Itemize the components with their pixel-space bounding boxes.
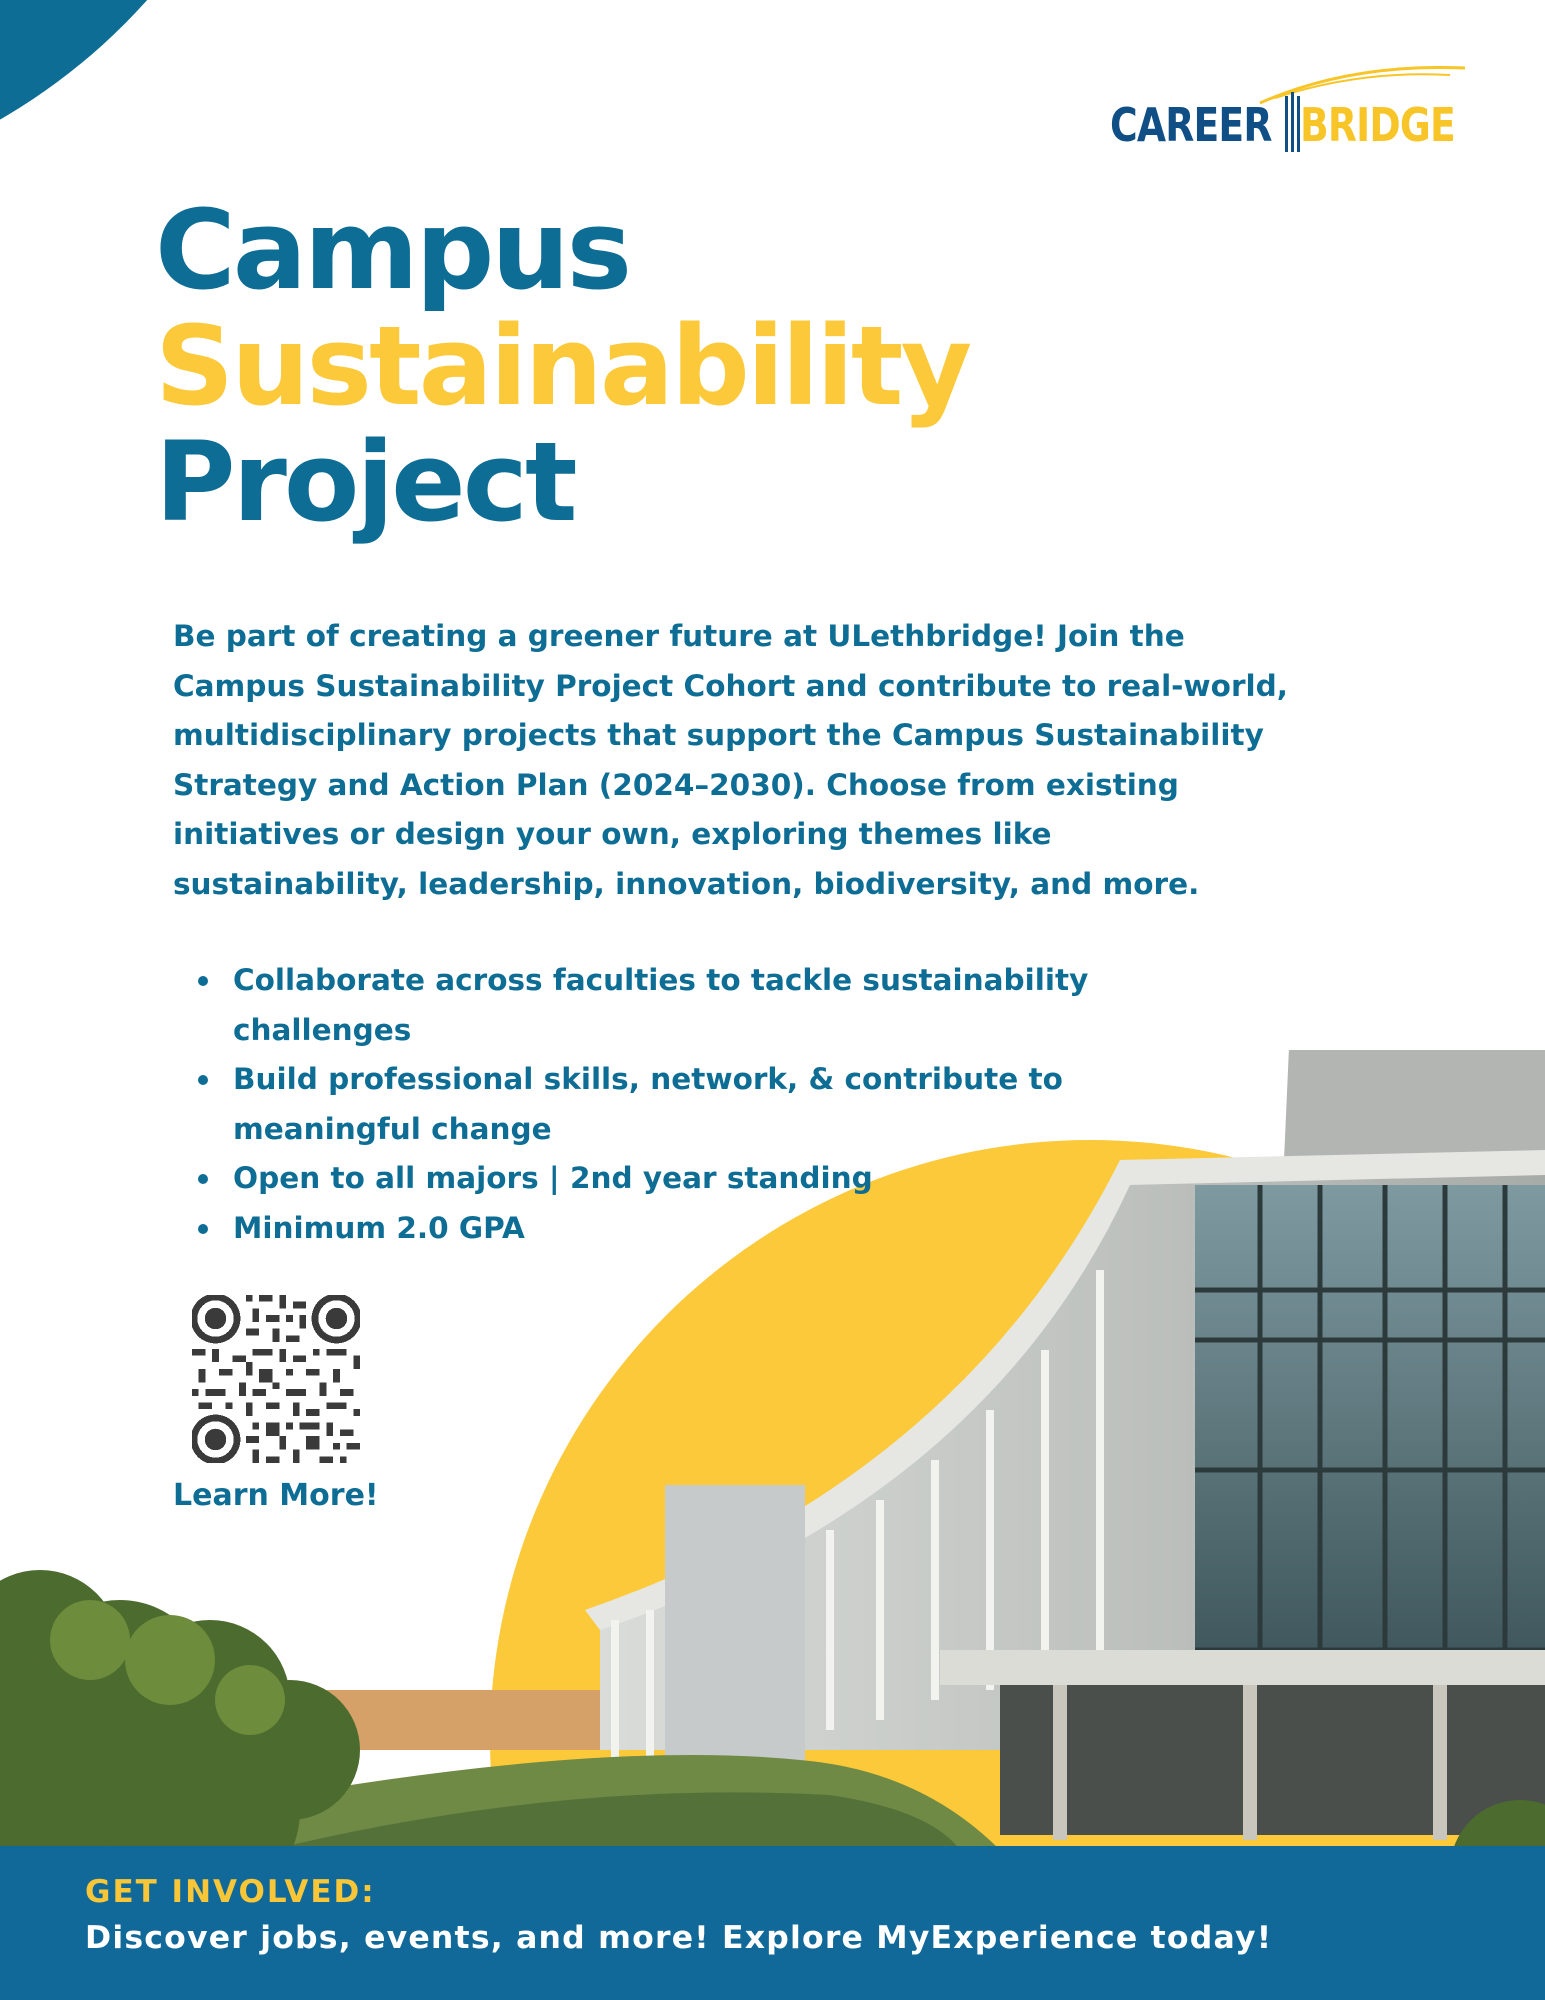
- footer-banner: [0, 1846, 1545, 2000]
- logo-career-text: CAREER: [1110, 98, 1272, 152]
- benefits-list: [198, 956, 1198, 1253]
- footer-heading: GET INVOLVED:: [85, 1874, 376, 1910]
- qr-code-icon[interactable]: [192, 1295, 360, 1463]
- learn-more-link[interactable]: Learn More!: [173, 1478, 379, 1513]
- list-item: Collaborate across faculties to tackle sustainability challenges: [198, 956, 1198, 1055]
- list-item: Open to all majors | 2nd year standing: [198, 1154, 1198, 1204]
- list-item: Build professional skills, network, & contribute to meaningful change: [198, 1055, 1198, 1154]
- careerbridge-logo: [1110, 58, 1480, 158]
- logo-bridge-text: BRIDGE: [1300, 98, 1455, 152]
- title-line-campus: Campus: [155, 186, 630, 314]
- title-line-sustainability: Sustainability: [155, 302, 970, 430]
- title-line-project: Project: [155, 418, 575, 546]
- list-item: Minimum 2.0 GPA: [198, 1204, 1198, 1254]
- page-title: [155, 186, 970, 546]
- intro-paragraph: Be part of creating a greener future at ULethbridge! Join the Campus Sustainability Project Cohort and contribute to real-world, multidisciplinary projects that support the Campus Sustainability Strategy and Action Plan (2024–2030). Choose from existing initiatives or design your own, exploring themes like sustainability, leadership, innovation, biodiversity, and more.: [173, 619, 1288, 901]
- footer-text: Discover jobs, events, and more! Explore MyExperience today!: [85, 1920, 1273, 1956]
